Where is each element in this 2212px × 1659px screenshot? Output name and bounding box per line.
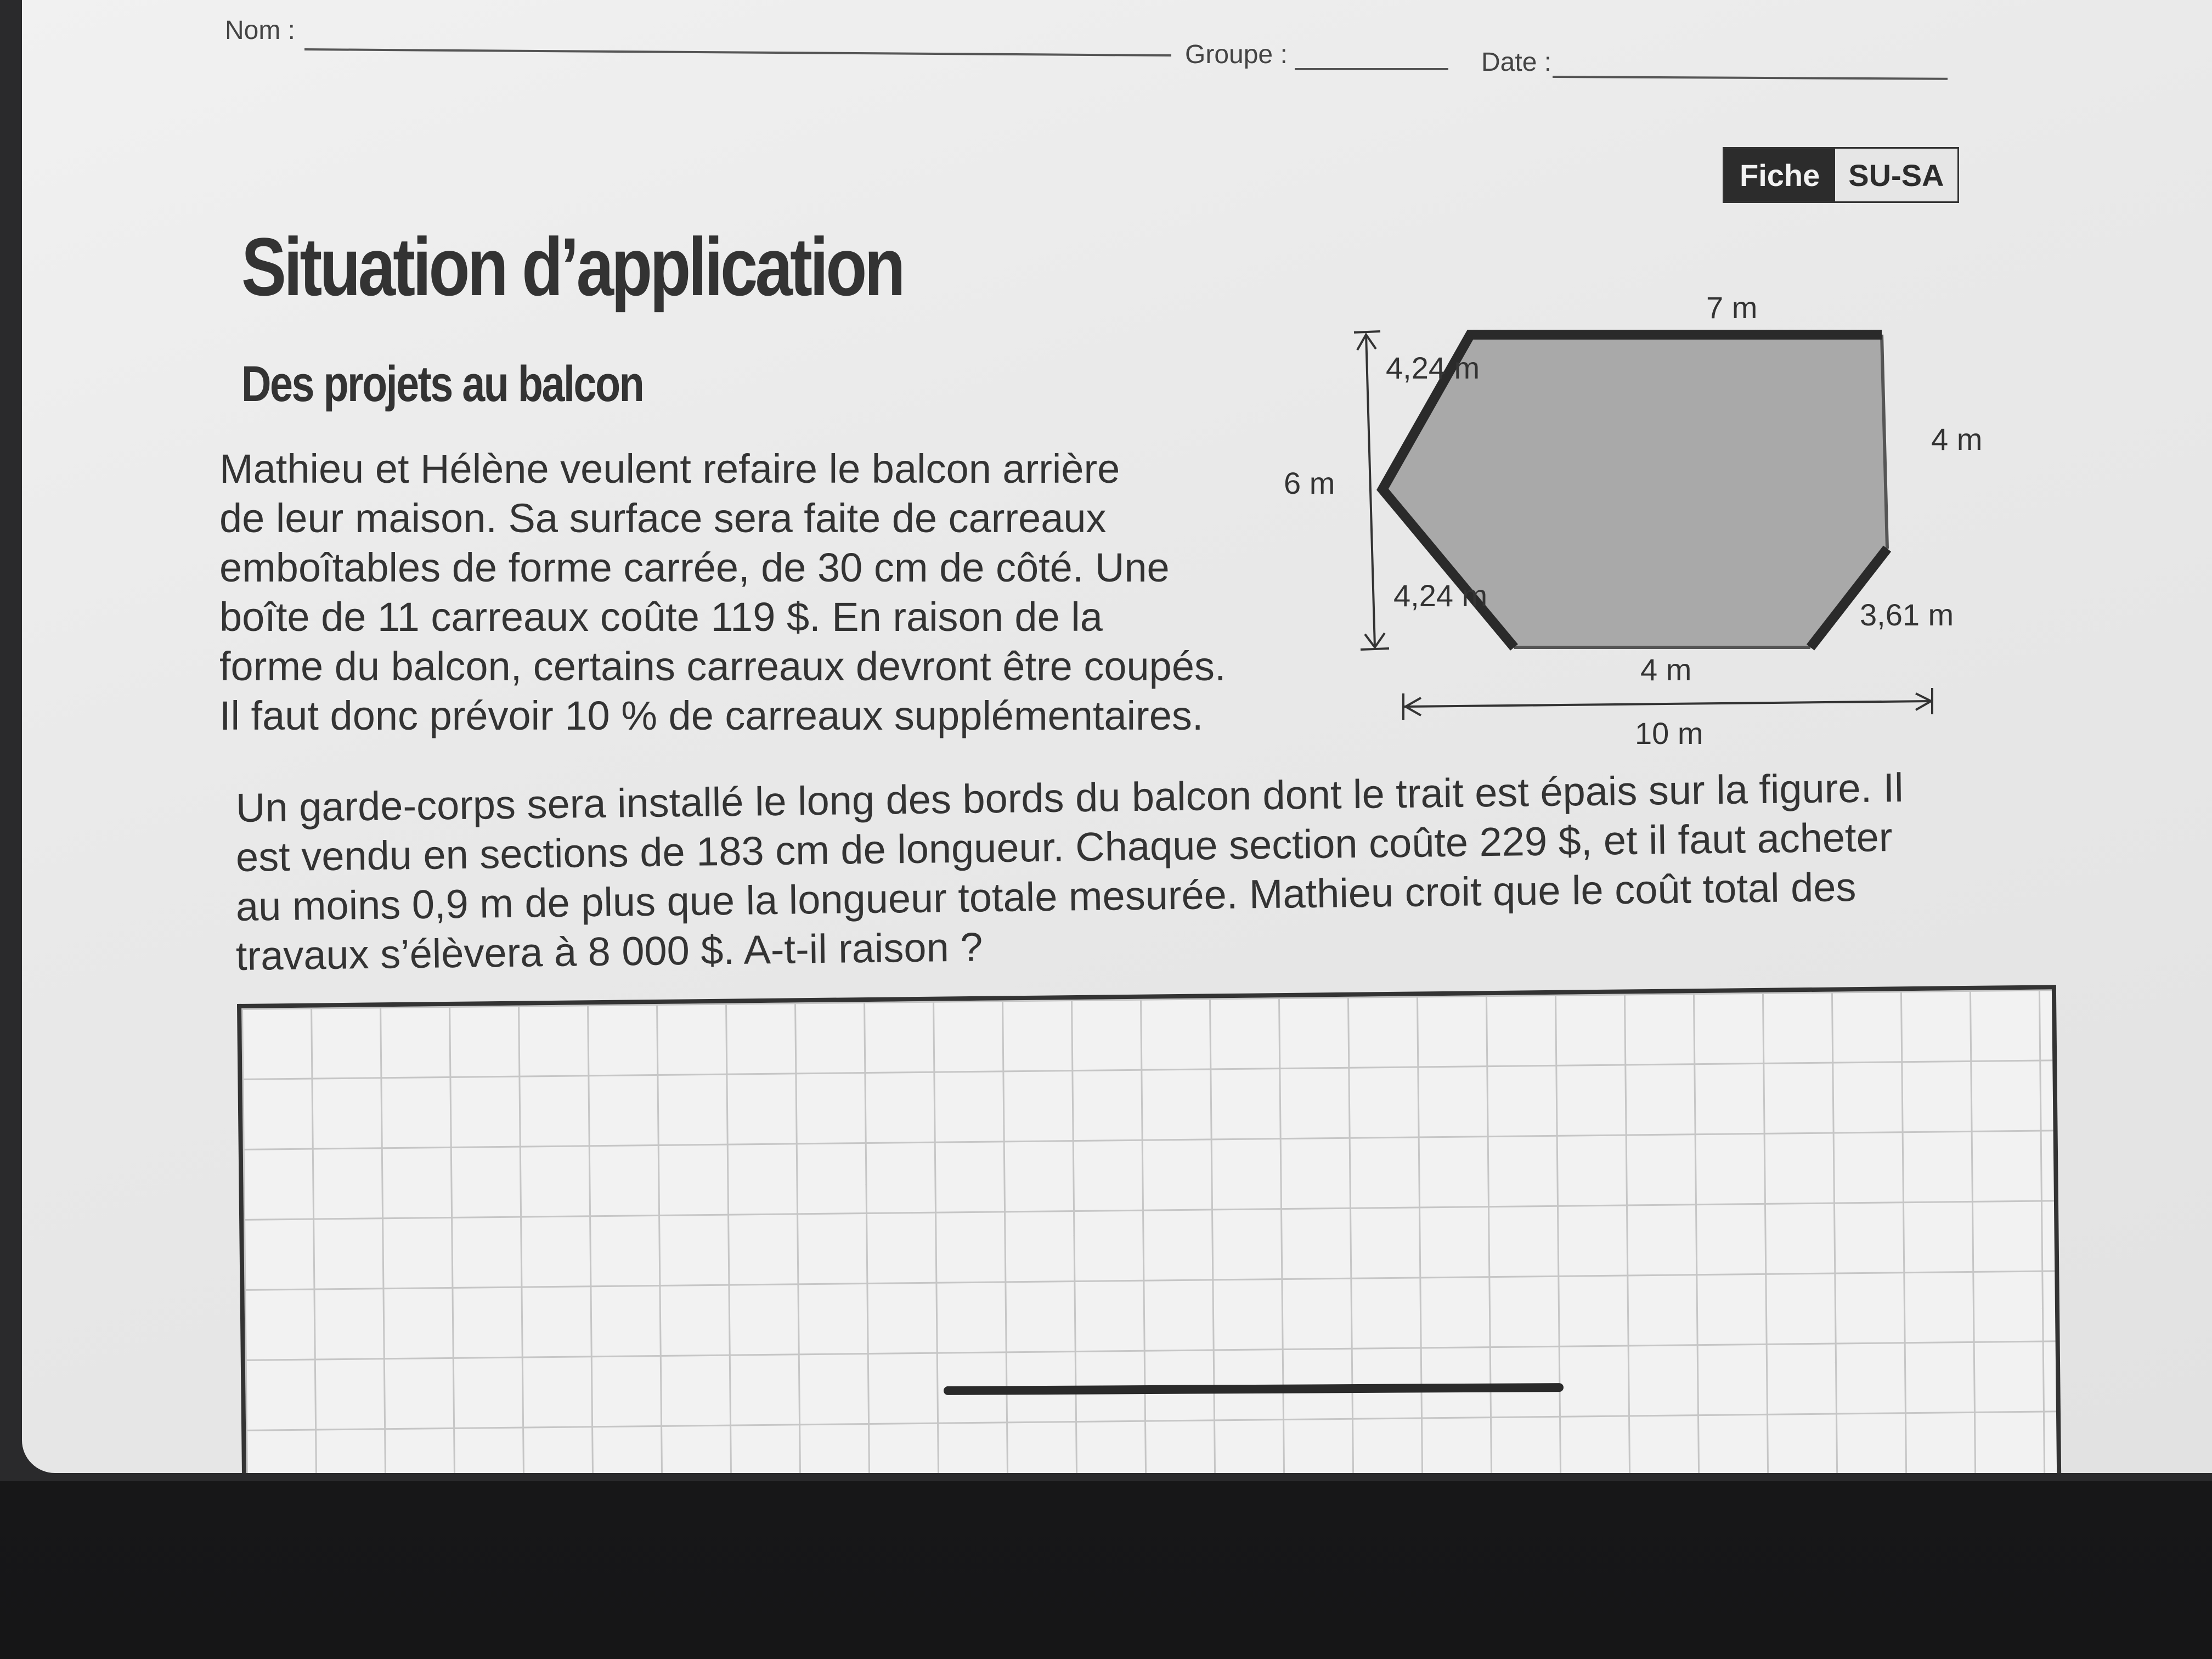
paragraph1-line: de leur maison. Sa surface sera faite de carreaux [219, 495, 1107, 541]
page-title: Situation d’application [241, 221, 903, 313]
answer-grid[interactable] [237, 985, 2061, 1473]
date-field[interactable] [1553, 76, 1948, 80]
paragraph1-line: Mathieu et Hélène veulent refaire le balcon arrière [219, 446, 1120, 492]
paragraph2-line: au moins 0,9 m de plus que la longueur totale mesurée. Mathieu croit que le coût total des [235, 864, 1857, 929]
section-subtitle: Des projets au balcon [241, 356, 644, 412]
group-label: Groupe : [1185, 40, 1288, 69]
balcony-figure [1284, 285, 2008, 757]
label-lower-left: 4,24 m [1393, 578, 1488, 613]
width-dimension-arrow [1403, 688, 1932, 720]
worksheet-page [22, 0, 2212, 1473]
badge-code: SU-SA [1835, 149, 1957, 201]
label-total-width: 10 m [1635, 716, 1703, 751]
fiche-badge [1723, 147, 1959, 203]
label-height: 6 m [1284, 466, 1335, 500]
date-label: Date : [1481, 48, 1552, 77]
group-field[interactable] [1295, 68, 1448, 70]
label-top: 7 m [1706, 290, 1758, 325]
paragraph1-line: emboîtables de forme carrée, de 30 cm de côté. Une [219, 545, 1170, 590]
paragraph1-line: Il faut donc prévoir 10 % de carreaux supplémentaires. [219, 693, 1204, 738]
label-upper-left: 4,24 m [1386, 351, 1480, 385]
paragraph1-line: forme du balcon, certains carreaux devront être coupés. [219, 644, 1226, 689]
label-bottom: 4 m [1640, 652, 1692, 687]
paragraph2-line: travaux s’élèvera à 8 000 $. A-t-il raison ? [235, 924, 983, 979]
paragraph1-line: boîte de 11 carreaux coûte 119 $. En raison de la [219, 594, 1103, 640]
name-label: Nom : [225, 16, 296, 45]
badge-fiche: Fiche [1724, 149, 1835, 201]
paragraph2-line: Un garde-corps sera installé le long des bords du balcon dont le trait est épais sur la figure. Il [235, 764, 1904, 831]
label-right: 4 m [1931, 422, 1983, 456]
name-field[interactable] [304, 48, 1171, 57]
label-lower-right: 3,61 m [1860, 597, 1954, 632]
paragraph2-line: est vendu en sections de 183 cm de longueur. Chaque section coûte 229 $, et il faut acheter [235, 814, 1893, 880]
